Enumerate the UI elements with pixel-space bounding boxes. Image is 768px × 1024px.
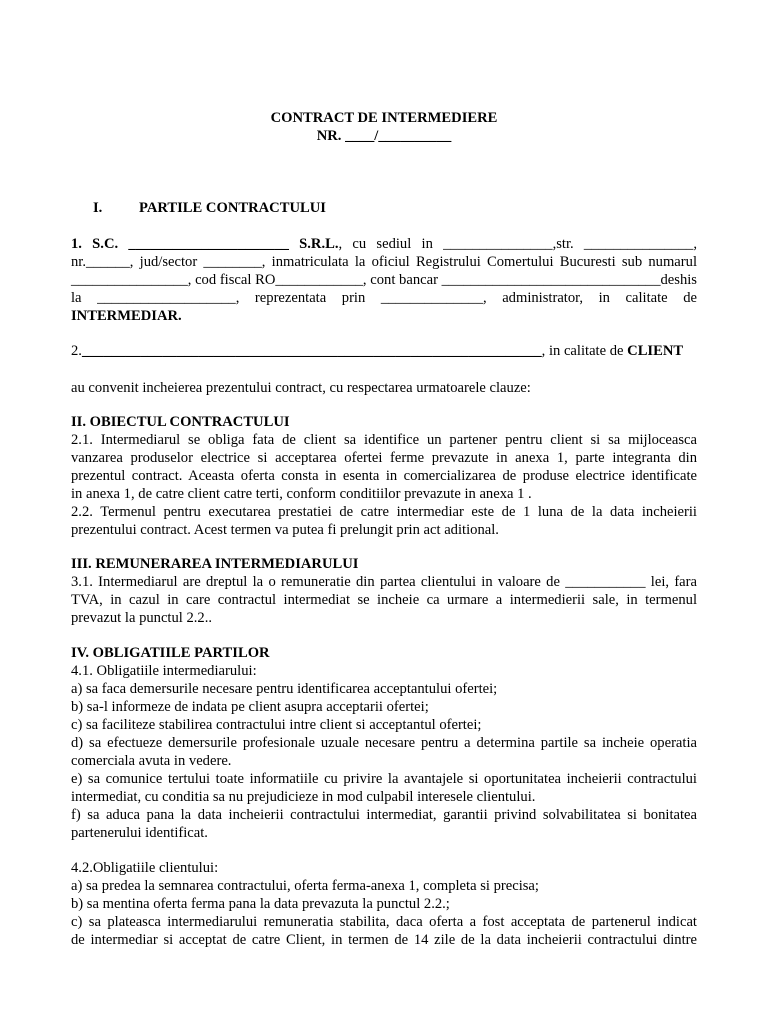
party-2-role: CLIENT xyxy=(627,343,684,359)
section-4-line: comerciala avuta in vedere. xyxy=(71,753,232,769)
section-1-title: PARTILE CONTRACTULUI xyxy=(139,200,326,216)
party-1-prefix: 1. S.C. xyxy=(71,236,119,252)
section-4-line: e) sa comunice tertului toate informatiile cu privire la avantajele si oportunitatea incheierii contractului xyxy=(71,771,697,787)
party-2-prefix: 2. xyxy=(71,343,82,359)
section-4-2-line: 4.2.Obligatiile clientului: xyxy=(71,860,219,876)
section-4-line: f) sa aduca pana la data incheierii contractului intermediat, garantii privind solvabilitatea si bonitatea xyxy=(71,807,697,823)
party-1-name-blank: ______________________ xyxy=(128,236,289,252)
party-1-line-1 xyxy=(71,235,697,253)
party-1-line-4: la ___________________, reprezentata prin ______________, administrator, in calitate de xyxy=(71,290,697,306)
section-2-line: vanzarea produselor electrice si acceptarea ofertei ferme prevazute in anexa 1, parte integranta din xyxy=(71,450,697,466)
section-3-line: prevazut la punctul 2.2.. xyxy=(71,610,213,626)
section-2-line: 2.1. Intermediarul se obliga fata de client sa identifice un partener pentru client si sa mijloceasca xyxy=(71,432,697,448)
section-2-line: prezentului contract. Acest termen va putea fi prelungit prin act aditional. xyxy=(71,522,499,538)
contract-title: CONTRACT DE INTERMEDIERE xyxy=(270,110,498,126)
section-4-2-line: b) sa mentina oferta ferma pana la data prevazuta la punctul 2.2.; xyxy=(71,896,450,912)
section-3-title: III. REMUNERAREA INTERMEDIARULUI xyxy=(71,556,359,572)
section-4-2-line: c) sa plateasca intermediarului remuneratia stabilita, daca oferta a fost acceptata de partenerul indicat xyxy=(71,914,697,930)
section-4-line: a) sa faca demersurile necesare pentru identificarea acceptantului ofertei; xyxy=(71,681,498,697)
section-4-line: 4.1. Obligatiile intermediarului: xyxy=(71,663,257,679)
party-1-seat: , cu sediul in _______________,str. _______________, xyxy=(338,236,697,252)
section-4-line: intermediat, cu conditia sa nu prejudicieze in mod culpabil interesele clientului. xyxy=(71,789,536,805)
party-1-srl: S.R.L. xyxy=(299,236,339,252)
section-4-line: d) sa efectueze demersurile profesionale uzuale necesare pentru a determina partile sa incheie operatia xyxy=(71,735,697,751)
section-2-title: II. OBIECTUL CONTRACTULUI xyxy=(71,414,290,430)
section-4-line: b) sa-l informeze de indata pe client asupra acceptarii ofertei; xyxy=(71,699,429,715)
party-1-line-3: ________________, cod fiscal RO____________, cont bancar ______________________________deshis xyxy=(71,272,697,288)
section-4-line: partenerului identificat. xyxy=(71,825,208,841)
party-1-role: INTERMEDIAR. xyxy=(71,308,182,324)
section-4-2-line: a) sa predea la semnarea contractului, oferta ferma-anexa 1, completa si precisa; xyxy=(71,878,539,894)
section-4-line: c) sa faciliteze stabilirea contractului intre client si acceptantul ofertei; xyxy=(71,717,482,733)
section-2-line: prezentul contract. Aceasta oferta consta in esenta in comercializarea de produse electrice identificate xyxy=(71,468,697,484)
section-1-numeral: I. xyxy=(93,200,103,216)
section-4-2-line: de intermediar si acceptat de catre Client, in termen de 14 zile de la data incheierii contractului dintre xyxy=(71,932,697,948)
party-1-line-2: nr.______, jud/sector ________, inmatriculata la oficiul Registrului Comertului Bucuresti sub numarul xyxy=(71,254,697,270)
party-2-role-text: , in calitate de xyxy=(541,343,628,359)
party-2-line xyxy=(71,342,697,360)
section-3-line: 3.1. Intermediarul are dreptul la o remuneratie din partea clientului in valoare de ___________ lei, fara xyxy=(71,574,697,590)
section-2-line: in anexa 1, de catre client catre terti, conform conditiilor prevazute in anexa 1 . xyxy=(71,486,532,502)
section-4-title: IV. OBLIGATIILE PARTILOR xyxy=(71,645,270,661)
section-2-line: 2.2. Termenul pentru executarea prestatiei de catre intermediar este de 1 luna de la data incheierii xyxy=(71,504,697,520)
party-2-name-blank: _______________________________________________________________ xyxy=(81,343,542,359)
contract-number: NR. ____/__________ xyxy=(316,128,452,144)
section-3-line: TVA, in cazul in care contractul intermediat se incheie ca urmare a intermedierii sale, in termenul xyxy=(71,592,697,608)
agreement-text: au convenit incheierea prezentului contract, cu respectarea urmatoarele clauze: xyxy=(71,380,531,396)
